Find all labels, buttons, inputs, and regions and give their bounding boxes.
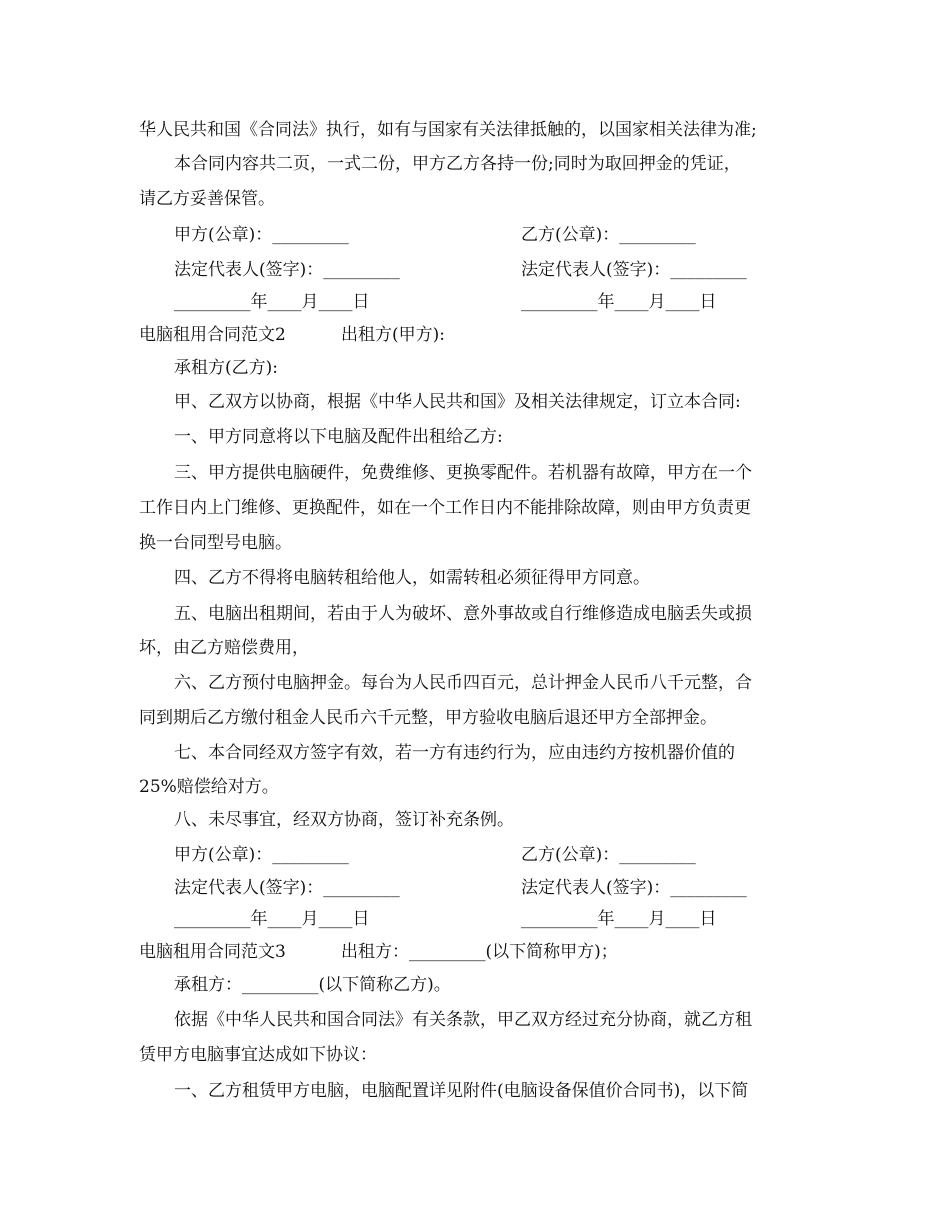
signature-row [0, 871, 950, 905]
text-line [0, 666, 950, 700]
signature-row [0, 838, 950, 872]
text-line [0, 1074, 950, 1108]
text-line [0, 631, 950, 665]
text-segment: 出租方(甲方): [341, 325, 445, 345]
text-line [0, 968, 950, 1002]
text-segment: 三、甲方提供电脑硬件，免费维修、更换零配件。若机器有故障，甲方在一个 [174, 463, 752, 483]
text-segment: 八、未尽事宜，经双方协商，签订补充条例。 [174, 810, 514, 830]
text-segment: 请乙方妥善保管。 [139, 189, 275, 209]
text-line [0, 526, 950, 560]
section-title: 电脑租用合同范文2 [139, 325, 286, 345]
text-segment: 七、本合同经双方签字有效，若一方有违约行为，应由违约方按机器价值的 [174, 743, 735, 763]
text-line [0, 147, 950, 181]
text-segment: 五、电脑出租期间，若由于人为破坏、意外事故或自行维修造成电脑丢失或损 [174, 604, 752, 624]
text-segment: 承租方(乙方): [174, 358, 278, 378]
text-line [0, 561, 950, 595]
text-segment: 换一台同型号电脑。 [139, 533, 292, 553]
text-line [0, 351, 950, 385]
text-segment: 本合同内容共二页，一式二份，甲方乙方各持一份;同时为取回押金的凭证， [174, 154, 741, 174]
text-line [0, 1003, 950, 1037]
text-segment: 承租方：_________(以下简称乙方)。 [174, 975, 451, 995]
text-line [0, 491, 950, 525]
text-line [0, 182, 950, 216]
party-a-date-field: _________年____月____日 [174, 909, 370, 929]
section-heading-row [0, 935, 950, 969]
section-title: 电脑租用合同范文3 [139, 942, 286, 962]
date-row [0, 285, 950, 319]
party-b-date-field: _________年____月____日 [521, 909, 717, 929]
text-line [0, 770, 950, 804]
text-line [0, 597, 950, 631]
date-row [0, 902, 950, 936]
text-segment: 工作日内上门维修、更换配件，如在一个工作日内不能排除故障，则由甲方负责更 [139, 498, 751, 518]
party-b-date-field: _________年____月____日 [521, 292, 717, 312]
party-a-seal-field: 甲方(公章)：_________ [174, 225, 349, 245]
text-segment: 一、甲方同意将以下电脑及配件出租给乙方: [174, 427, 503, 447]
party-a-date-field: _________年____月____日 [174, 292, 370, 312]
text-segment: 同到期后乙方缴付租金人民币六千元整，甲方验收电脑后退还甲方全部押金。 [139, 708, 717, 728]
text-line [0, 701, 950, 735]
text-line [0, 1038, 950, 1072]
signature-row [0, 218, 950, 252]
text-line [0, 803, 950, 837]
party-a-representative-field: 法定代表人(签字)：_________ [174, 878, 400, 898]
signature-row [0, 253, 950, 287]
party-a-seal-field: 甲方(公章)：_________ [174, 845, 349, 865]
text-segment: 坏，由乙方赔偿费用， [139, 638, 309, 658]
text-segment: 赁甲方电脑事宜达成如下协议： [139, 1045, 377, 1065]
text-segment: 出租方：_________(以下简称甲方)； [341, 942, 618, 962]
text-line [0, 420, 950, 454]
text-segment: 一、乙方租赁甲方电脑，电脑配置详见附件(电脑设备保值价合同书)，以下简 [174, 1081, 749, 1101]
text-line [0, 736, 950, 770]
text-segment: 甲、乙双方以协商，根据《中华人民共和国》及相关法律规定，订立本合同: [174, 392, 741, 412]
text-segment: 依据《中华人民共和国合同法》有关条款，甲乙双方经过充分协商，就乙方租 [174, 1010, 752, 1030]
text-segment: 25%赔偿给对方。 [139, 777, 279, 797]
text-segment: 六、乙方预付电脑押金。每台为人民币四百元，总计押金人民币八千元整，合 [174, 673, 752, 693]
party-b-seal-field: 乙方(公章)：_________ [521, 845, 696, 865]
section-heading-row [0, 318, 950, 352]
text-line [0, 456, 950, 490]
text-segment: 华人民共和国《合同法》执行，如有与国家有关法律抵触的，以国家相关法律为准; [139, 120, 757, 140]
party-b-representative-field: 法定代表人(签字)：_________ [521, 260, 747, 280]
party-b-representative-field: 法定代表人(签字)：_________ [521, 878, 747, 898]
text-line [0, 385, 950, 419]
text-line [0, 113, 950, 147]
party-a-representative-field: 法定代表人(签字)：_________ [174, 260, 400, 280]
party-b-seal-field: 乙方(公章)：_________ [521, 225, 696, 245]
text-segment: 四、乙方不得将电脑转租给他人，如需转租必须征得甲方同意。 [174, 568, 650, 588]
